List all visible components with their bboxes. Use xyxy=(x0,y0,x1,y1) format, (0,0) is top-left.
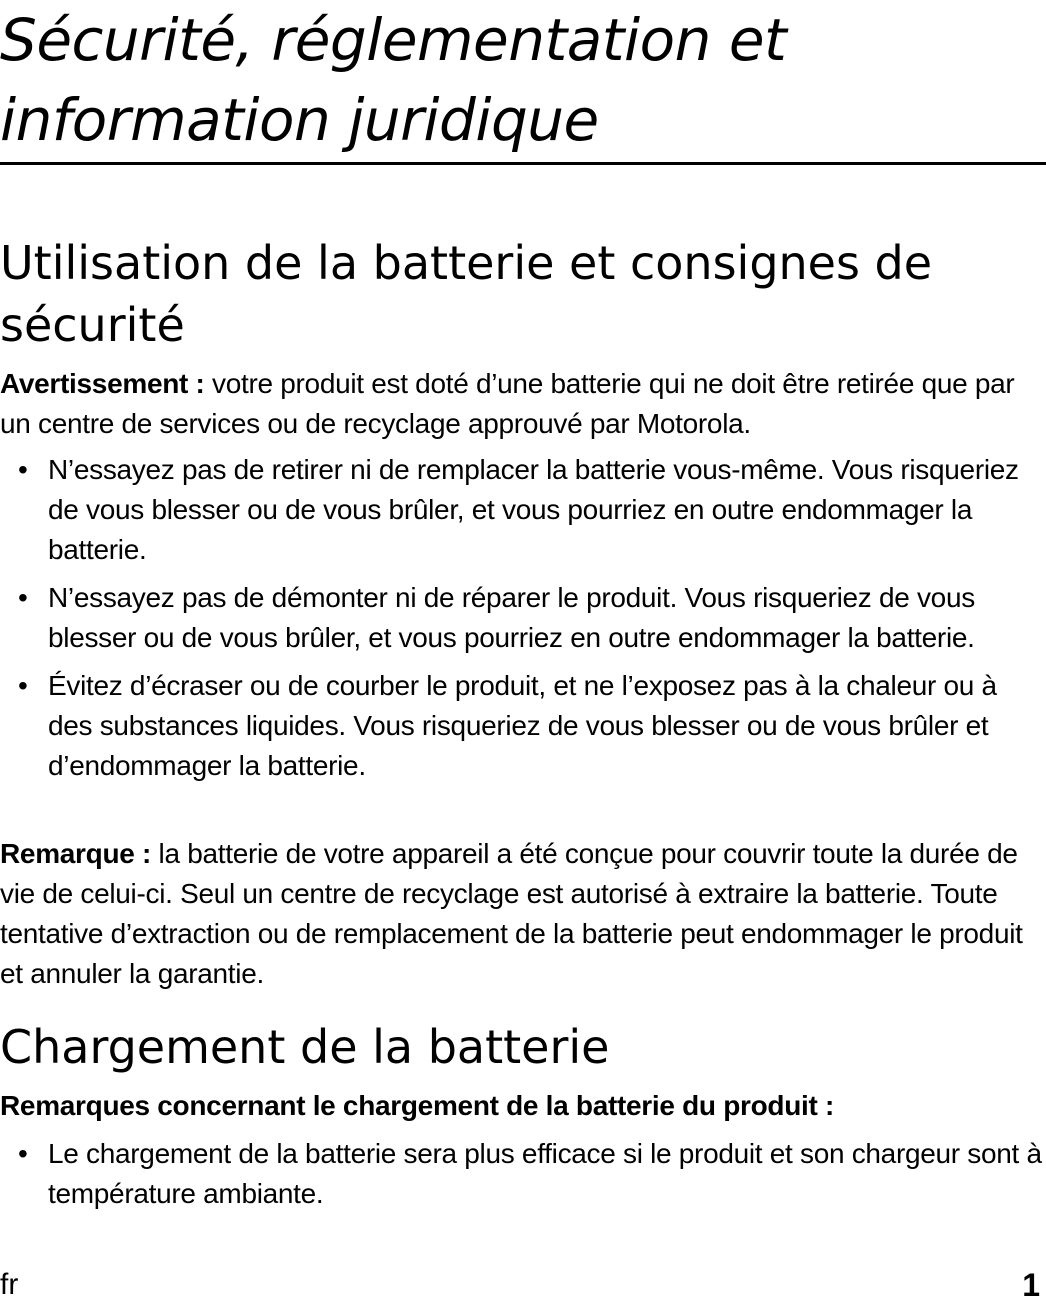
page-number: 1 xyxy=(1022,1267,1040,1303)
section-heading-battery-safety: Utilisation de la batterie et consignes de sécurité xyxy=(0,236,933,352)
page-title: Sécurité, réglementation et information juridique xyxy=(0,6,787,154)
footer-language: fr xyxy=(0,1268,19,1301)
list-item-text: N’essayez pas de démonter ni de réparer le produit. Vous risqueriez de vous blesser ou de vous brûler, et vous pourriez en outre endommager la batterie. xyxy=(48,582,975,653)
list-item xyxy=(0,578,1046,658)
list-item-text: Évitez d’écraser ou de courber le produit, et ne l’exposez pas à la chaleur ou à des substances liquides. Vous risqueriez de vous blesser ou de vous brûler et d’endommager la batterie. xyxy=(48,670,997,781)
bullet-icon: • xyxy=(18,454,28,485)
list-item xyxy=(0,666,1046,786)
list-item xyxy=(0,450,1046,570)
list-item-text: Le chargement de la batterie sera plus efficace si le produit et son chargeur sont à température ambiante. xyxy=(48,1138,1042,1209)
title-divider xyxy=(0,162,1046,165)
note-text: la batterie de votre appareil a été conçue pour couvrir toute la durée de vie de celui-ci. Seul un centre de recyclage est autorisé à extraire la batterie. Toute tentative d’extraction ou de remplacement de la batterie peut endommager le produit et annuler la garantie. xyxy=(0,838,1023,989)
warning-text: votre produit est doté d’une batterie qui ne doit être retirée que par un centre de services ou de recyclage approuvé par Motorola. xyxy=(0,368,1015,439)
warning-paragraph xyxy=(0,364,1046,444)
list-item-text: N’essayez pas de retirer ni de remplacer la batterie vous-même. Vous risqueriez de vous blesser ou de vous brûler, et vous pourriez en outre endommager la batterie. xyxy=(48,454,1019,565)
note-label: Remarque : xyxy=(0,838,152,869)
safety-bullet-list xyxy=(0,450,1046,794)
bullet-icon: • xyxy=(18,1138,28,1169)
note-paragraph xyxy=(0,834,1046,994)
bullet-icon: • xyxy=(18,582,28,613)
section-heading-charging: Chargement de la batterie xyxy=(0,1020,610,1074)
warning-label: Avertissement : xyxy=(0,368,205,399)
bullet-icon: • xyxy=(18,670,28,701)
charging-subheading xyxy=(0,1086,1046,1126)
charging-subheading-text: Remarques concernant le chargement de la batterie du produit : xyxy=(0,1090,835,1121)
list-item xyxy=(0,1134,1046,1214)
charging-bullet-list xyxy=(0,1134,1046,1222)
